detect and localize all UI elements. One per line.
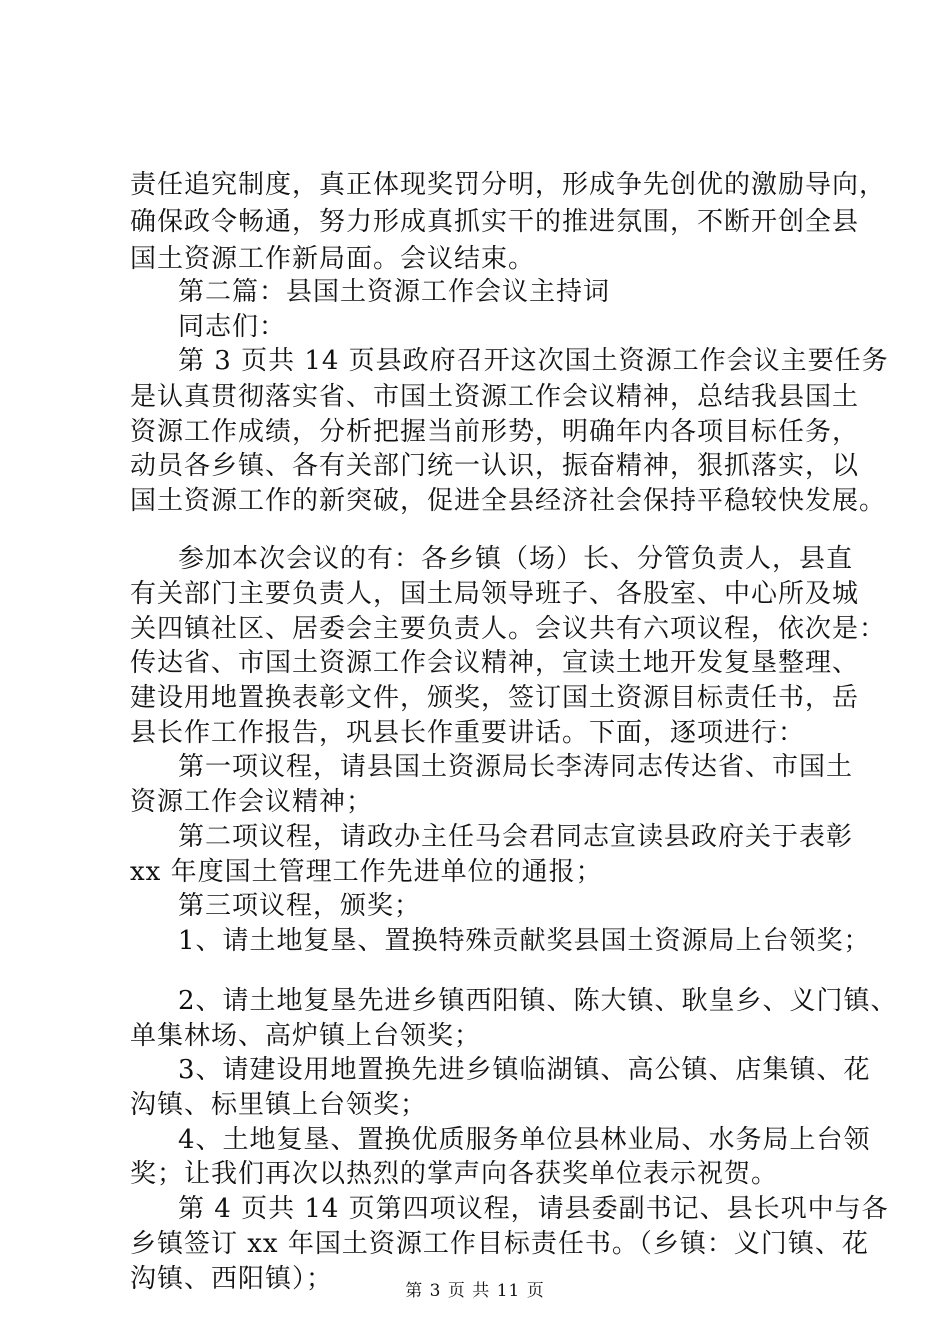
text-line-13: 关四镇社区、居委会主要负责人。会议共有六项议程，依次是： <box>130 614 887 644</box>
text-line-8: 资源工作成绩，分析把握当前形势，明确年内各项目标任务， <box>130 417 860 447</box>
text-line-26: 沟镇、标里镇上台领奖； <box>130 1090 428 1120</box>
text-line-27: 4、土地复垦、置换优质服务单位县林业局、水务局上台领 <box>178 1125 871 1155</box>
salutation: 同志们： <box>178 312 287 342</box>
text-line-31: 沟镇、西阳镇）； <box>130 1264 334 1294</box>
text-line-6: 第 3 页共 14 页县政府召开这次国土资源工作会议主要任务 <box>178 346 889 376</box>
text-line-23: 2、请土地复垦先进乡镇西阳镇、陈大镇、耿皇乡、义门镇、 <box>178 986 898 1016</box>
text-line-15: 建设用地置换表彰文件，颁奖，签订国土资源目标责任书，岳 <box>130 683 860 713</box>
text-line-25: 3、请建设用地置换先进乡镇临湖镇、高公镇、店集镇、花 <box>178 1055 871 1085</box>
text-line-22: 1、请土地复垦、置换特殊贡献奖县国土资源局上台领奖； <box>178 926 871 956</box>
text-line-10: 国土资源工作的新突破，促进全县经济社会保持平稳较快发展。 <box>130 486 887 516</box>
text-line-2: 确保政令畅通，努力形成真抓实干的推进氛围，不断开创全县 <box>130 207 860 237</box>
text-line-21: 第三项议程，颁奖； <box>178 891 422 921</box>
text-line-20: xx 年度国土管理工作先进单位的通报； <box>130 857 603 887</box>
text-line-12: 有关部门主要负责人，国土局领导班子、各股室、中心所及城 <box>130 579 860 609</box>
page-footer: 第 3 页 共 11 页 <box>405 1281 545 1301</box>
text-line-9: 动员各乡镇、各有关部门统一认识，振奋精神，狠抓落实，以 <box>130 451 860 481</box>
text-line-7: 是认真贯彻落实省、市国土资源工作会议精神，总结我县国土 <box>130 382 860 412</box>
text-line-14: 传达省、市国土资源工作会议精神，宣读土地开发复垦整理、 <box>130 648 860 678</box>
text-line-28: 奖；让我们再次以热烈的掌声向各获奖单位表示祝贺。 <box>130 1159 779 1189</box>
text-line-18: 资源工作会议精神； <box>130 787 374 817</box>
text-line-11: 参加本次会议的有：各乡镇（场）长、分管负责人，县直 <box>178 544 854 574</box>
text-line-19: 第二项议程，请政办主任马会君同志宣读县政府关于表彰 <box>178 822 854 852</box>
text-line-1: 责任追究制度，真正体现奖罚分明，形成争先创优的激励导向， <box>130 170 887 200</box>
text-line-3: 国土资源工作新局面。会议结束。 <box>130 244 536 274</box>
section-heading: 第二篇：县国土资源工作会议主持词 <box>178 277 611 307</box>
text-line-16: 县长作工作报告，巩县长作重要讲话。下面，逐项进行： <box>130 718 806 748</box>
text-line-17: 第一项议程，请县国土资源局长李涛同志传达省、市国土 <box>178 752 854 782</box>
text-line-24: 单集林场、高炉镇上台领奖； <box>130 1021 482 1051</box>
text-line-29: 第 4 页共 14 页第四项议程，请县委副书记、县长巩中与各 <box>178 1194 889 1224</box>
text-line-30: 乡镇签订 xx 年国土资源工作目标责任书。（乡镇：义门镇、花 <box>130 1229 869 1259</box>
